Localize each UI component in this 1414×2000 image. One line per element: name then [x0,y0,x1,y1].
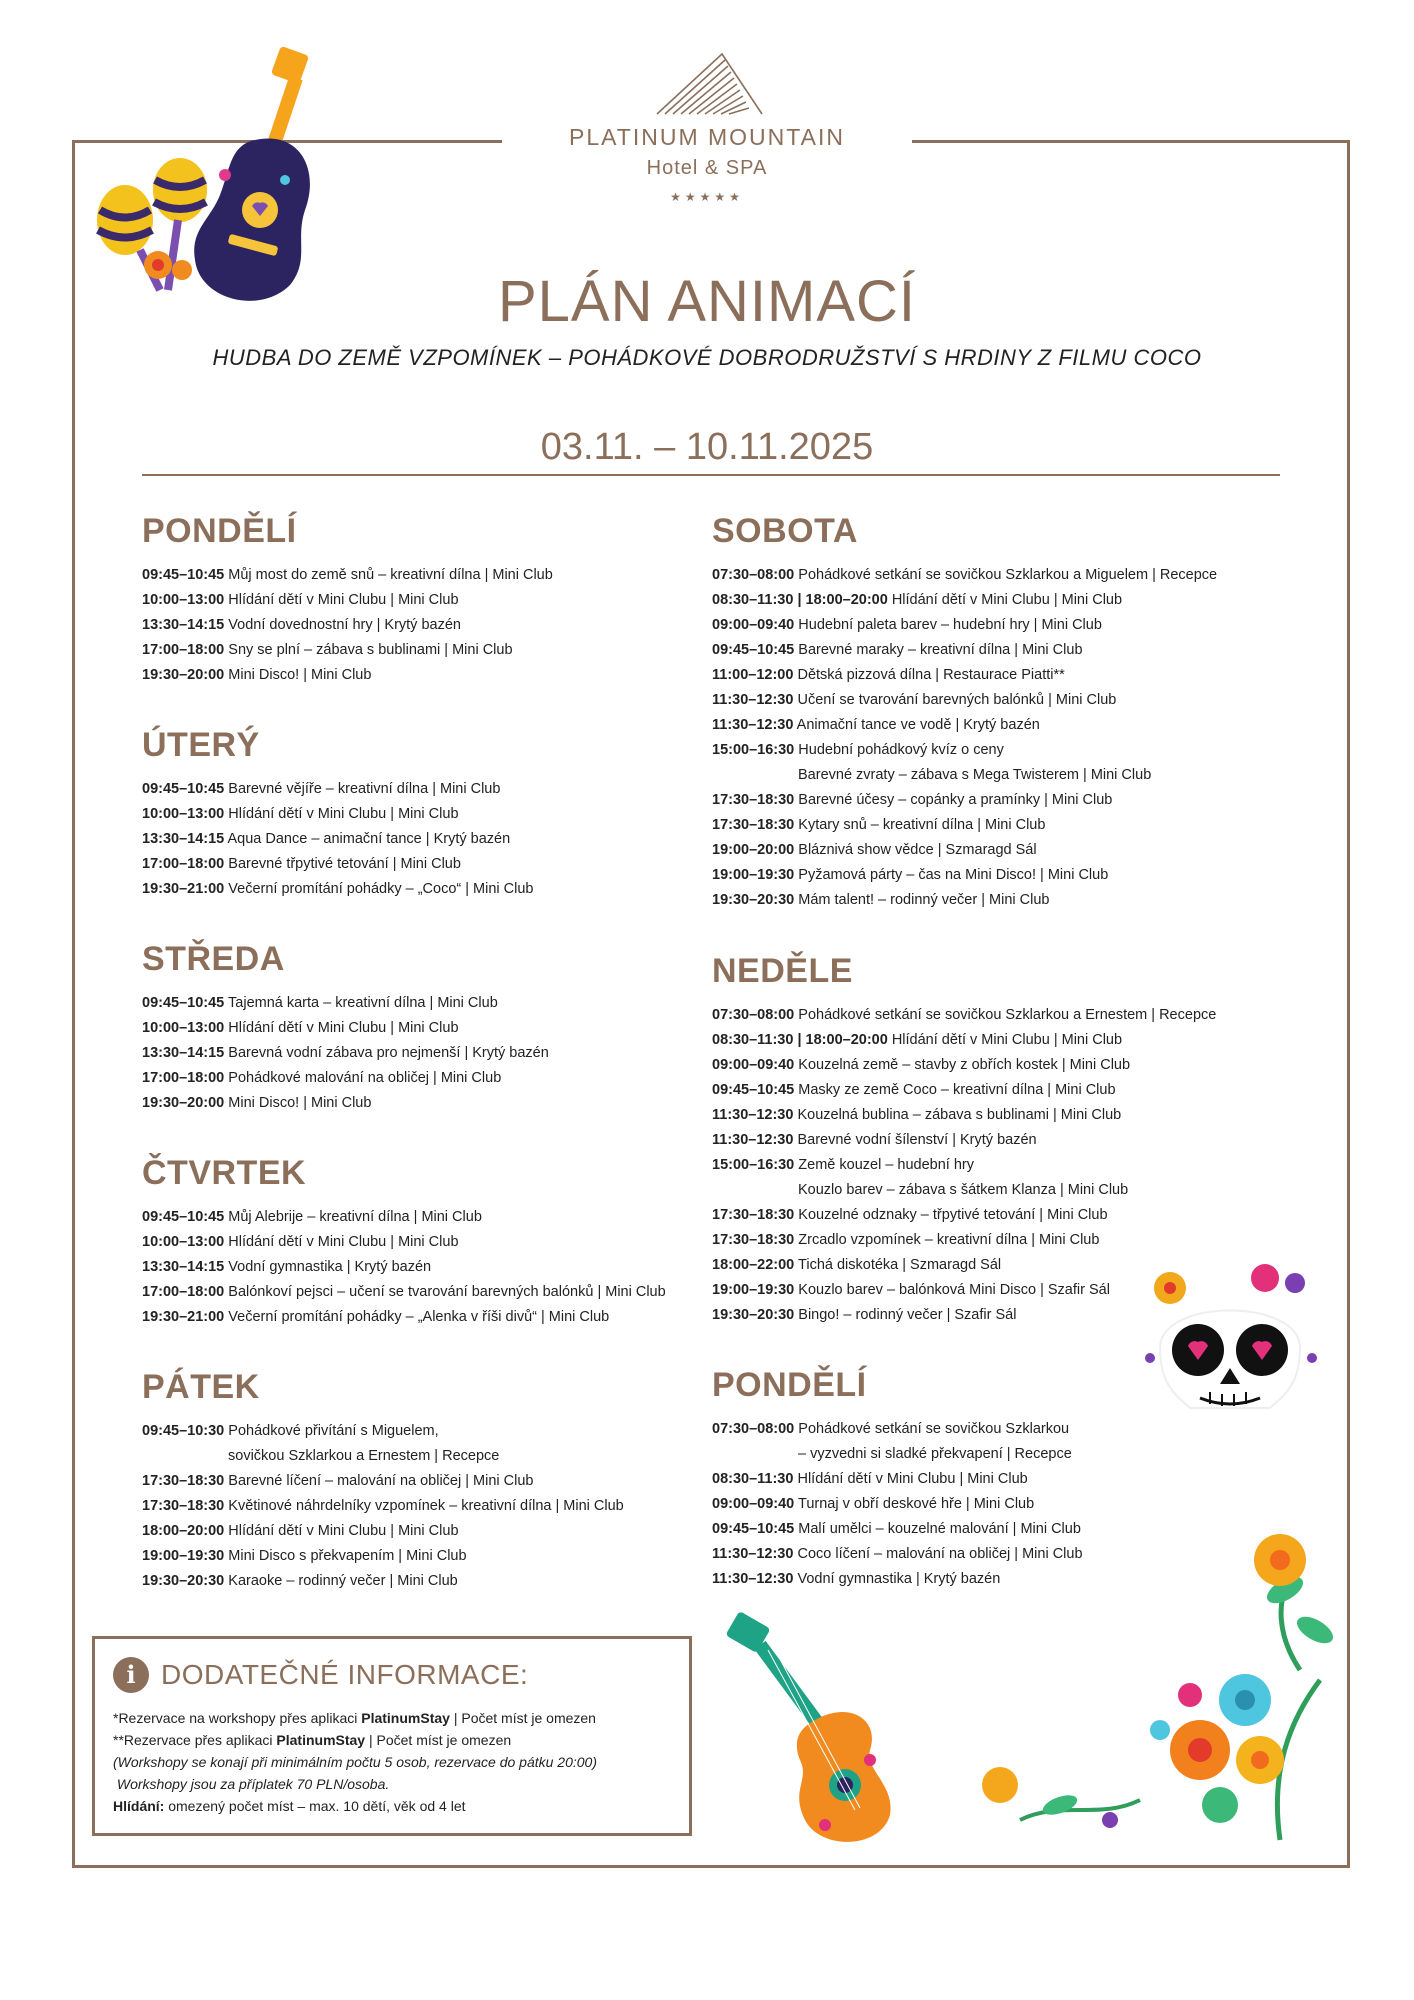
event-row [142,827,702,852]
event-row [142,1041,702,1066]
event-text: Hlídání dětí v Mini Clubu | Mini Club [228,592,459,608]
event-time: 19:30–20:30 [142,1573,225,1589]
event-text: Barevné vodní šílenství | Krytý bazén [797,1132,1037,1148]
event-time: 07:30–08:00 [712,1007,795,1023]
event-row [142,1519,702,1544]
additional-info-box [92,1636,692,1836]
event-row [142,1419,702,1444]
event-row [142,852,702,877]
event-row [142,1569,702,1594]
event-text: Barevné účesy – copánky a pramínky | Mini Club [798,792,1113,808]
event-text: Kouzlo barev – balónková Mini Disco | Szafir Sál [798,1282,1110,1298]
event-text: Hlídání dětí v Mini Clubu | Mini Club [228,1234,459,1250]
event-text: Bingo! – rodinný večer | Szafir Sál [798,1307,1017,1323]
event-row [712,1228,1272,1253]
event-text: Turnaj v obří deskové hře | Mini Club [798,1496,1035,1512]
event-time: 17:30–18:30 [712,1207,795,1223]
event-row [142,1280,702,1305]
event-text: Večerní promítání pohádky – „Alenka v říši divů“ | Mini Club [228,1309,610,1325]
event-row [712,1128,1272,1153]
event-text: Kouzelná bublina – zábava s bublinami | Mini Club [797,1107,1122,1123]
info-line [113,1729,671,1751]
event-row [712,1492,1272,1517]
day-block-wednesday [142,940,702,1116]
day-title: ÚTERÝ [142,726,260,764]
event-text: Hudební pohádkový kvíz o ceny [798,742,1004,758]
day-block-thursday [142,1154,702,1330]
event-time: 10:00–13:00 [142,806,225,822]
event-row [712,663,1272,688]
event-text: Masky ze země Coco – kreativní dílna | Mini Club [798,1082,1116,1098]
event-time: 07:30–08:00 [712,567,795,583]
event-text: Mám talent! – rodinný večer | Mini Club [798,892,1050,908]
event-text: Barevné líčení – malování na obličej | Mini Club [228,1473,534,1489]
event-time: 10:00–13:00 [142,1020,225,1036]
event-time: 09:45–10:45 [712,1082,795,1098]
event-text: Hlídání dětí v Mini Clubu | Mini Club [228,1020,459,1036]
day-title: PÁTEK [142,1368,260,1406]
event-text: Hlídání dětí v Mini Clubu | Mini Club [891,592,1123,608]
event-time: 09:45–10:45 [712,1521,795,1537]
event-row [142,1494,702,1519]
ukulele-icon [720,1610,950,1850]
event-text: sovičkou Szklarkou a Ernestem | Recepce [228,1448,500,1464]
event-row [142,563,702,588]
event-time: 18:00–20:00 [142,1523,225,1539]
event-text: Pyžamová párty – čas na Mini Disco! | Mini Club [798,867,1109,883]
event-time: 08:30–11:30 | 18:00–20:00 [712,592,888,608]
event-text: Pohádkové setkání se sovičkou Szklarkou [798,1421,1070,1437]
event-time: 13:30–14:15 [142,617,225,633]
day-block-tuesday [142,726,702,902]
event-row [712,1003,1272,1028]
event-row [142,1066,702,1091]
event-text: Sny se plní – zábava s bublinami | Mini Club [228,642,513,658]
day-title: PONDĚLÍ [142,512,297,550]
event-row [712,788,1272,813]
event-text: Kouzelná země – stavby z obřích kostek | Mini Club [798,1057,1131,1073]
event-text: Barevná vodní zábava pro nejmenší | Krytý bazén [228,1045,549,1061]
event-text: Barevné třpytivé tetování | Mini Club [228,856,461,872]
info-label: Hlídání: [113,1798,165,1814]
event-time: 19:00–20:00 [712,842,795,858]
info-text: *Rezervace na workshopy přes aplikaci [113,1710,362,1726]
event-text: Barevné zvraty – zábava s Mega Twisterem | Mini Club [798,767,1152,783]
event-time: 11:30–12:30 [712,1107,794,1123]
event-text: Vodní gymnastika | Krytý bazén [797,1571,1001,1587]
event-text: Pohádkové malování na obličej | Mini Club [228,1070,502,1086]
brand-subtitle: Hotel & SPA [646,157,768,179]
event-time: 09:45–10:45 [142,1209,225,1225]
event-row [712,563,1272,588]
event-row [712,688,1272,713]
event-row [142,1205,702,1230]
event-time: 19:30–20:30 [712,1307,795,1323]
event-time: 17:30–18:30 [142,1473,225,1489]
event-text: Květinové náhrdelníky vzpomínek – kreativní dílna | Mini Club [228,1498,624,1514]
event-row [712,1467,1272,1492]
info-text: **Rezervace přes aplikaci [113,1732,277,1748]
event-row [712,738,1272,763]
event-time: 19:00–19:30 [142,1548,225,1564]
event-time: 19:00–19:30 [712,1282,795,1298]
info-title: DODATEČNÉ INFORMACE: [161,1659,529,1690]
event-text: Zrcadlo vzpomínek – kreativní dílna | Mini Club [798,1232,1100,1248]
event-text: Můj Alebrije – kreativní dílna | Mini Club [228,1209,482,1225]
event-row [142,1444,702,1469]
event-row [142,802,702,827]
event-row [712,1203,1272,1228]
event-time: 17:00–18:00 [142,642,225,658]
divider [142,474,1280,476]
event-time: 19:30–20:00 [142,1095,225,1111]
info-line [113,1795,671,1817]
event-time: 13:30–14:15 [142,831,225,847]
event-row [142,613,702,638]
hotel-logo [0,48,1414,204]
info-line [113,1707,671,1729]
event-list [142,1205,702,1330]
event-time: 19:30–21:00 [142,1309,225,1325]
event-time: 17:00–18:00 [142,856,225,872]
event-row [142,638,702,663]
event-text: Hlídání dětí v Mini Clubu | Mini Club [891,1032,1123,1048]
event-list [712,563,1272,913]
brand-stars: ★★★★★ [670,190,744,204]
event-row [712,1103,1272,1128]
event-row [712,863,1272,888]
event-row [712,838,1272,863]
event-list [142,777,702,902]
event-time: 09:45–10:45 [142,567,225,583]
event-time: 11:30–12:30 [712,692,794,708]
day-title: NEDĚLE [712,952,853,990]
event-time: 17:30–18:30 [712,817,795,833]
event-time: 09:45–10:45 [142,995,225,1011]
event-row [142,1544,702,1569]
event-list [142,563,702,688]
info-header [113,1657,671,1693]
date-range: 03.11. – 10.11.2025 [540,426,874,468]
event-time: 11:30–12:30 [712,717,794,733]
event-row [712,1178,1272,1203]
event-text: Aqua Dance – animační tance | Krytý bazén [227,831,511,847]
event-text: Tichá diskotéka | Szmaragd Sál [798,1257,1002,1273]
event-text: Hlídání dětí v Mini Clubu | Mini Club [228,1523,459,1539]
event-time: 18:00–22:00 [712,1257,795,1273]
event-row [712,1028,1272,1053]
event-time: 17:00–18:00 [142,1070,225,1086]
event-text: Mini Disco! | Mini Club [228,667,372,683]
event-time: 09:45–10:45 [142,781,225,797]
event-text: Barevné vějíře – kreativní dílna | Mini Club [228,781,501,797]
event-row [712,763,1272,788]
event-row [142,1469,702,1494]
info-app-name: PlatinumStay [361,1710,450,1726]
day-block-saturday [712,512,1272,913]
info-line [113,1751,671,1773]
event-text: Balónkoví pejsci – učení se tvarování barevných balónků | Mini Club [228,1284,666,1300]
event-time: 19:30–20:00 [142,667,225,683]
info-text: omezený počet míst – max. 10 dětí, věk od 4 let [164,1798,466,1814]
event-time: 19:00–19:30 [712,867,795,883]
page-title: PLÁN ANIMACÍ [497,269,917,334]
day-title: PONDĚLÍ [712,1366,867,1404]
event-text: Pohádkové přivítání s Miguelem, [228,1423,439,1439]
event-text: Vodní dovednostní hry | Krytý bazén [228,617,461,633]
event-time: 09:45–10:30 [142,1423,225,1439]
event-text: Malí umělci – kouzelné malování | Mini Club [798,1521,1081,1537]
event-row [142,1255,702,1280]
event-text: Můj most do země snů – kreativní dílna | Mini Club [228,567,553,583]
event-row [712,588,1272,613]
event-text: Tajemná karta – kreativní dílna | Mini Club [228,995,498,1011]
event-time: 15:00–16:30 [712,1157,795,1173]
brand-name: PLATINUM MOUNTAIN [569,124,845,150]
event-text: Učení se tvarování barevných balónků | Mini Club [797,692,1117,708]
day-title: ČTVRTEK [142,1154,307,1192]
event-row [142,1305,702,1330]
event-time: 19:30–20:30 [712,892,795,908]
event-text: Kytary snů – kreativní dílna | Mini Club [798,817,1046,833]
event-time: 11:30–12:30 [712,1546,794,1562]
event-time: 17:30–18:30 [712,792,795,808]
event-text: Mini Disco s překvapením | Mini Club [228,1548,467,1564]
event-time: 19:30–21:00 [142,881,225,897]
event-text: Hlídání dětí v Mini Clubu | Mini Club [228,806,459,822]
event-row [142,877,702,902]
event-row [142,1230,702,1255]
event-time: 09:00–09:40 [712,617,795,633]
event-text: Kouzlo barev – zábava s šátkem Klanza | Mini Club [798,1182,1129,1198]
event-text: Animační tance ve vodě | Krytý bazén [796,717,1040,733]
event-text: Bláznivá show vědce | Szmaragd Sál [798,842,1037,858]
event-time: 13:30–14:15 [142,1259,225,1275]
info-note: (Workshopy se konají při minimálním počtu 5 osob, rezervace do pátku 20:00) [113,1754,598,1770]
event-time: 17:30–18:30 [712,1232,795,1248]
sugar-skull-icon [1130,1258,1330,1458]
day-title: SOBOTA [712,512,858,550]
event-list [142,991,702,1116]
event-row [142,777,702,802]
event-time: 10:00–13:00 [142,1234,225,1250]
event-text: Mini Disco! | Mini Club [228,1095,372,1111]
day-title: STŘEDA [142,940,285,978]
event-row [142,1091,702,1116]
event-time: 11:00–12:00 [712,667,794,683]
event-time: 08:30–11:30 [712,1471,794,1487]
page-subtitle: HUDBA DO ZEMĚ VZPOMÍNEK – POHÁDKOVÉ DOBRODRUŽSTVÍ S HRDINY Z FILMU COCO [212,345,1202,370]
event-row [712,1153,1272,1178]
event-text: Barevné maraky – kreativní dílna | Mini Club [798,642,1083,658]
event-time: 17:30–18:30 [142,1498,225,1514]
event-row [142,991,702,1016]
event-row [712,613,1272,638]
event-text: Hlídání dětí v Mini Clubu | Mini Club [797,1471,1028,1487]
logo-mountain-icon [637,48,777,118]
event-text: Dětská pizzová dílna | Restaurace Piatti** [797,667,1065,683]
event-text: Země kouzel – hudební hry [798,1157,974,1173]
event-text: Pohádkové setkání se sovičkou Szklarkou a Miguelem | Recepce [798,567,1218,583]
event-time: 11:30–12:30 [712,1132,794,1148]
flowers-icon [980,1520,1340,1860]
event-row [142,588,702,613]
event-row [712,813,1272,838]
event-row [142,1016,702,1041]
event-text: Večerní promítání pohádky – „Coco“ | Mini Club [228,881,534,897]
event-time: 17:00–18:00 [142,1284,225,1300]
day-block-friday [142,1368,702,1594]
event-row [712,1078,1272,1103]
event-time: 15:00–16:30 [712,742,795,758]
event-text: Vodní gymnastika | Krytý bazén [228,1259,432,1275]
event-time: 09:00–09:40 [712,1057,795,1073]
event-time: 09:45–10:45 [712,642,795,658]
event-row [712,713,1272,738]
event-list [142,1419,702,1594]
day-block-monday [142,512,702,688]
info-line [113,1773,671,1795]
event-time: 11:30–12:30 [712,1571,794,1587]
event-time: 07:30–08:00 [712,1421,795,1437]
info-text: | Počet míst je omezen [365,1732,512,1748]
event-text: Hudební paleta barev – hudební hry | Mini Club [798,617,1102,633]
event-row [712,638,1272,663]
event-row [712,1053,1272,1078]
info-text: | Počet míst je omezen [449,1710,596,1726]
info-app-name: PlatinumStay [276,1732,366,1748]
event-text: – vyzvedni si sladké překvapení | Recepce [798,1446,1072,1462]
info-icon: i [113,1657,149,1693]
event-row [712,888,1272,913]
event-time: 10:00–13:00 [142,592,225,608]
event-text: Karaoke – rodinný večer | Mini Club [228,1573,458,1589]
info-note: Workshopy jsou za příplatek 70 PLN/osoba. [113,1776,390,1792]
event-text: Coco líčení – malování na obličej | Mini Club [797,1546,1083,1562]
event-text: Pohádkové setkání se sovičkou Szklarkou a Ernestem | Recepce [798,1007,1217,1023]
event-time: 08:30–11:30 | 18:00–20:00 [712,1032,888,1048]
event-text: Kouzelné odznaky – třpytivé tetování | Mini Club [798,1207,1108,1223]
event-time: 09:00–09:40 [712,1496,795,1512]
event-time: 13:30–14:15 [142,1045,225,1061]
event-row [142,663,702,688]
